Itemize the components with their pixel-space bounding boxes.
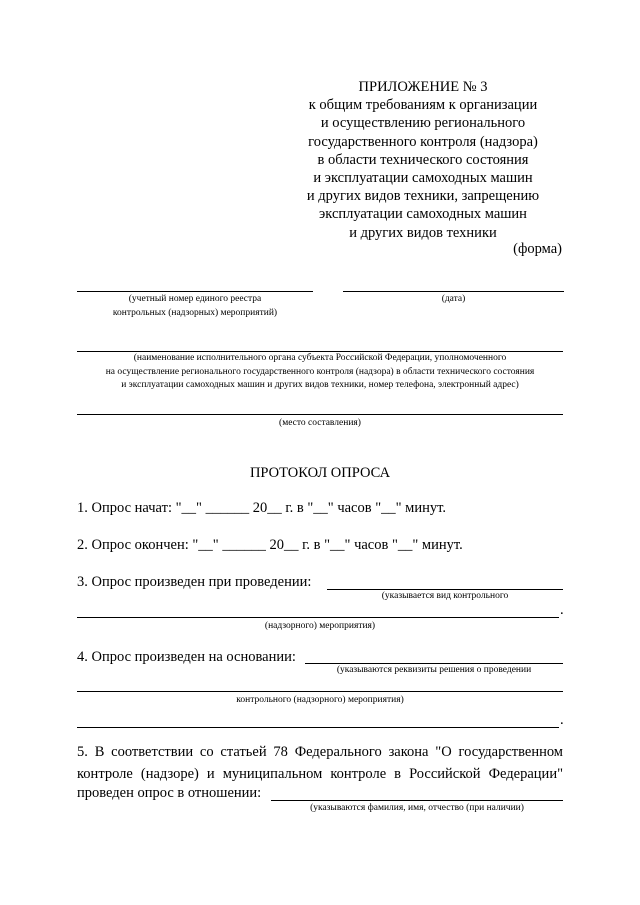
caption-line: (учетный номер единого реестра [128, 294, 262, 304]
item-4-caption: (указываются реквизиты решения о проведении [336, 665, 532, 675]
appendix-line: и других видов техники, запрещению [306, 188, 540, 205]
item-4-continuation-line[interactable] [77, 691, 563, 692]
item-3-period: . [560, 602, 564, 618]
appendix-line: государственного контроля (надзора) [308, 133, 538, 150]
item-3-label: 3. Опрос произведен при проведении: [77, 574, 312, 590]
appendix-line: и эксплуатации самоходных машин [313, 170, 533, 187]
place-caption: (место составления) [279, 418, 361, 428]
item-5-last-line: проведен опрос в отношении: [77, 785, 262, 801]
appendix-line: ПРИЛОЖЕНИЕ № 3 [358, 79, 488, 95]
appendix-header [290, 78, 556, 242]
item-2-end: 2. Опрос окончен: "__" ______ 20__ г. в "__" часов "__" минут. [77, 537, 463, 553]
item-4-caption-2: контрольного (надзорного) мероприятия) [236, 695, 404, 705]
item-3-continuation-line[interactable] [77, 617, 559, 618]
item-1-start: 1. Опрос начат: "__" ______ 20__ г. в "__" часов "__" минут. [77, 500, 446, 516]
appendix-line: и осуществлению регионального [320, 115, 526, 132]
organ-name-caption [60, 352, 580, 393]
appendix-line: эксплуатации самоходных машин [319, 206, 527, 223]
item-3-caption: (указывается вид контрольного [381, 591, 509, 601]
date-caption: (дата) [441, 294, 466, 304]
date-line[interactable] [343, 291, 564, 292]
appendix-line: и других видов техники [349, 224, 497, 241]
place-line[interactable] [77, 414, 563, 415]
form-label: (форма) [513, 241, 562, 257]
item-5-caption: (указываются фамилия, имя, отчество (при наличии) [310, 803, 524, 813]
appendix-line: в области технического состояния [317, 151, 529, 168]
item-5-input-line[interactable] [271, 800, 563, 801]
caption-line: (наименование исполнительного органа субъекта Российской Федерации, уполномоченного [133, 353, 507, 363]
item-5-line: контроле (надзоре) и муниципальном контроле в Российской Федерации" [77, 766, 563, 782]
item-4-label: 4. Опрос произведен на основании: [77, 649, 296, 665]
caption-line: контрольных (надзорных) мероприятий) [112, 307, 278, 318]
item-4-final-line[interactable] [77, 727, 559, 728]
item-3-caption-2: (надзорного) мероприятия) [264, 621, 376, 631]
caption-line: на осуществление регионального государственного контроля (надзора) в области технического состояния [105, 366, 535, 377]
caption-line: и эксплуатации самоходных машин и других видов техники, номер телефона, электронный адрес) [121, 380, 519, 390]
item-5-line: 5. В соответствии со статьей 78 Федерального закона "О государственном [77, 744, 563, 760]
protocol-title: ПРОТОКОЛ ОПРОСА [249, 465, 391, 481]
registry-number-caption [77, 293, 313, 320]
appendix-line: к общим требованиям к организации [308, 97, 538, 114]
registry-number-line[interactable] [77, 291, 313, 292]
item-5-paragraph [77, 741, 563, 785]
item-4-period: . [560, 712, 564, 728]
